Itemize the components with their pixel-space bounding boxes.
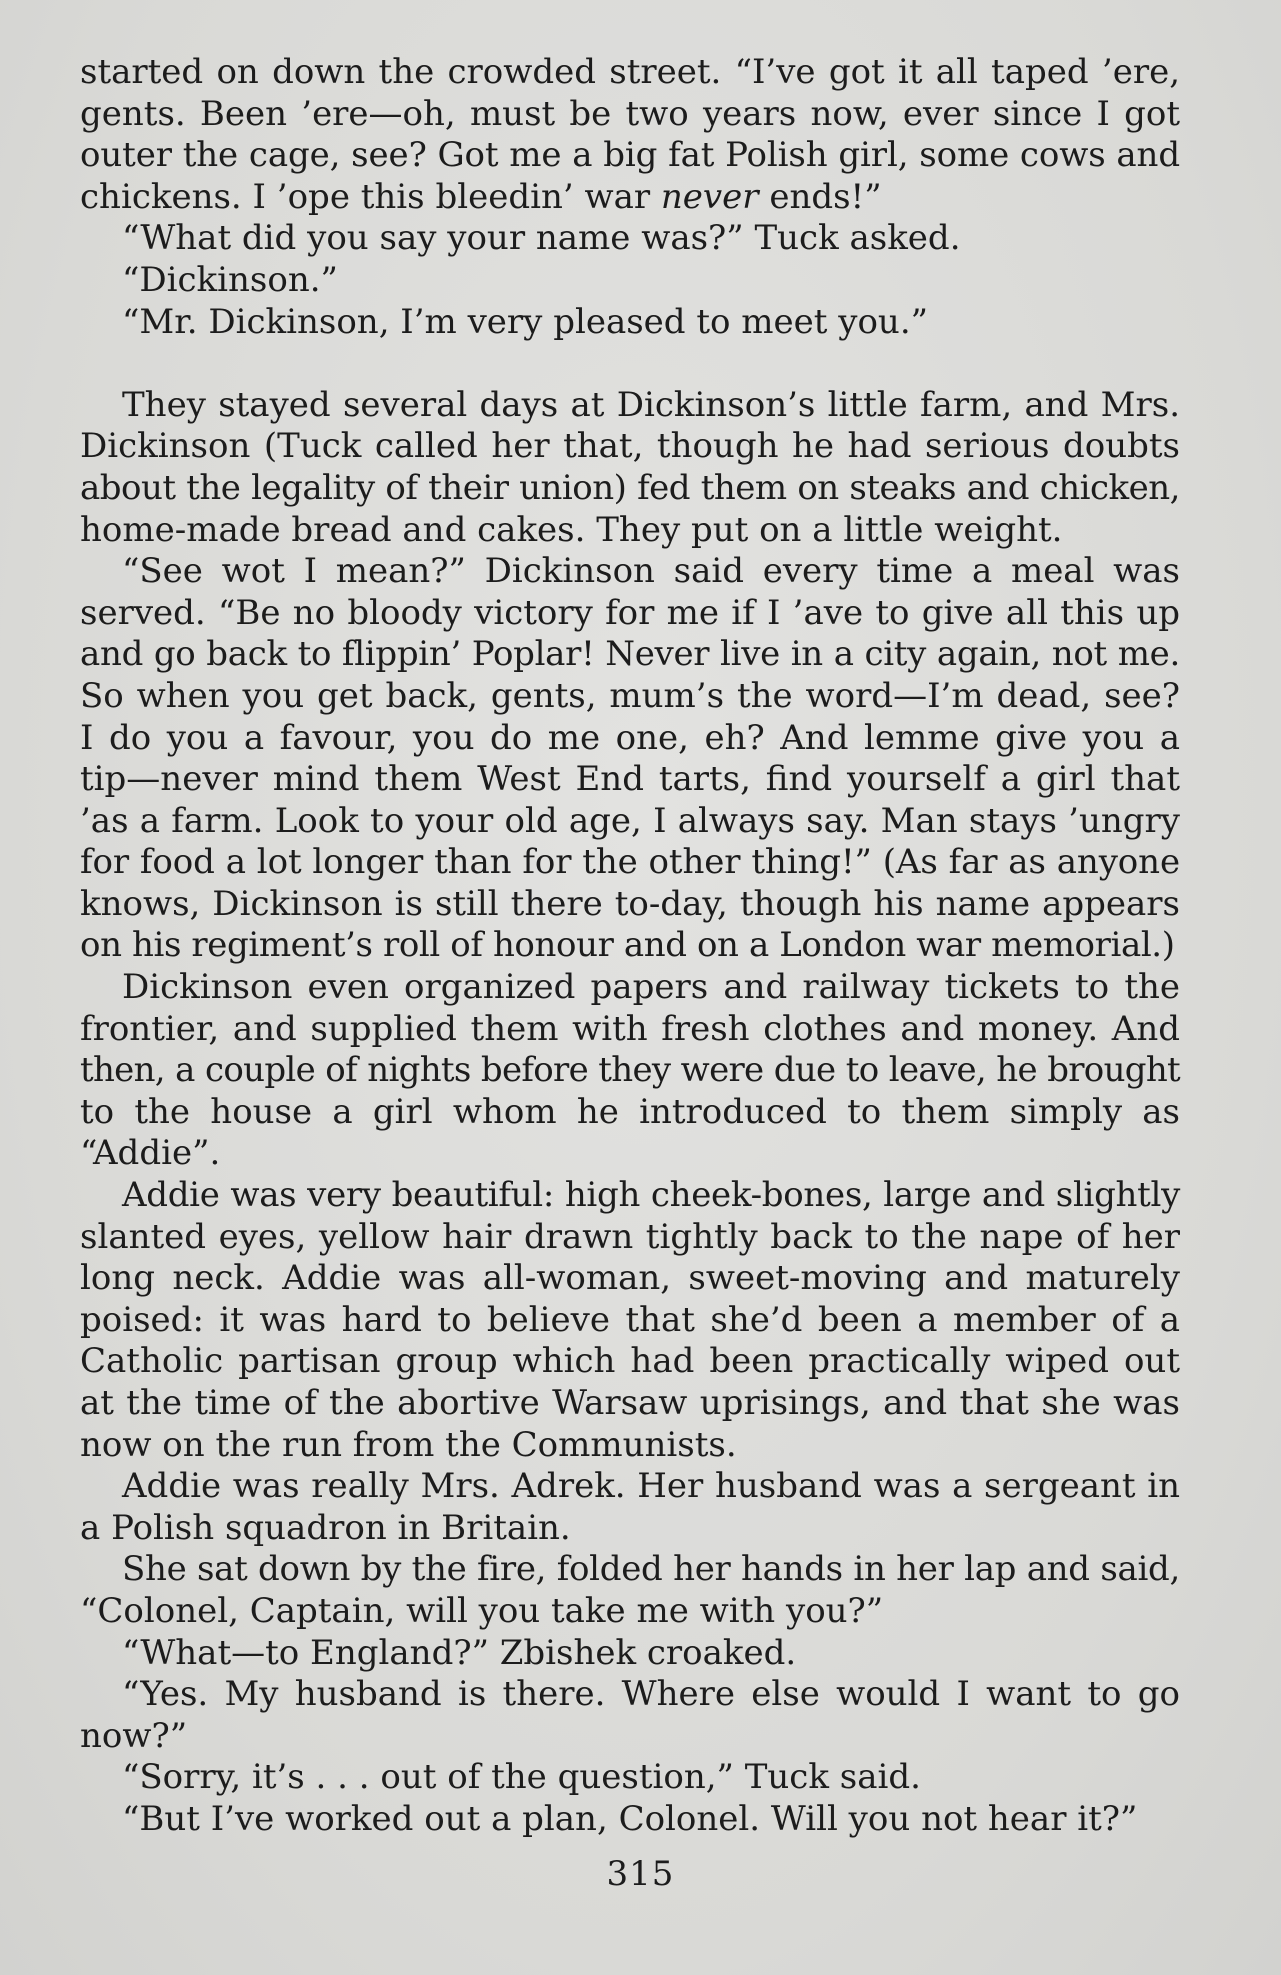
text-line: [80, 1508, 1180, 1550]
text-segment: to the house a girl whom he introduced to them simply as: [80, 1091, 1180, 1132]
text-line: [80, 925, 1180, 967]
text-segment: Dickinson even organized papers and railway tickets to the: [122, 967, 1180, 1008]
text-segment: and go back to flippin’ Poplar! Never live in a city again, not me.: [80, 634, 1180, 675]
text-segment: “Dickinson.”: [122, 259, 338, 300]
text-line: [80, 1133, 1180, 1175]
text-segment: at the time of the abortive Warsaw uprisings, and that she was: [80, 1383, 1180, 1423]
text-segment: home-made bread and cakes. They put on a little weight.: [80, 509, 1063, 550]
text-line: [80, 634, 1180, 676]
text-segment: ’as a farm. Look to your old age, I always say. Man stays ’ungry: [80, 800, 1180, 841]
text-segment: They stayed several days at Dickinson’s little farm, and Mrs.: [122, 384, 1180, 425]
text-line: [80, 676, 1180, 718]
text-line: [80, 967, 1180, 1009]
text-line: [80, 468, 1180, 510]
emphasis-text: never: [660, 176, 759, 217]
text-line: [80, 1425, 1180, 1467]
text-segment: Dickinson (Tuck called her that, though he had serious doubts: [80, 426, 1180, 467]
text-line: [80, 218, 1180, 260]
text-line: [80, 1799, 1180, 1841]
text-line: [80, 260, 1180, 302]
text-segment: now?”: [80, 1715, 188, 1756]
text-segment: outer the cage, see? Got me a big fat Polish girl, some cows and: [80, 135, 1180, 176]
text-segment: “Colonel, Captain, will you take me with you?”: [80, 1590, 884, 1631]
text-segment: I do you a favour, you do me one, eh? And lemme give you a: [80, 717, 1180, 758]
text-line: [80, 1716, 1180, 1758]
text-line: [80, 1050, 1180, 1092]
text-segment: Addie was very beautiful: high cheek-bones, large and slightly: [122, 1175, 1180, 1216]
text-line: [80, 1549, 1180, 1591]
text-segment: started on down the crowded street. “I’ve got it all taped ’ere,: [80, 52, 1180, 92]
text-segment: “Sorry, it’s . . . out of the question,” Tuck said.: [122, 1757, 921, 1798]
text-segment: now on the run from the Communists.: [80, 1424, 737, 1465]
text-segment: then, a couple of nights before they were due to leave, he brought: [80, 1050, 1180, 1091]
text-segment: Catholic partisan group which had been practically wiped out: [80, 1341, 1180, 1382]
text-segment: a Polish squadron in Britain.: [80, 1507, 571, 1548]
text-segment: “Yes. My husband is there. Where else would I want to go: [122, 1674, 1180, 1715]
text-line: [80, 1466, 1180, 1508]
text-segment: “See wot I mean?” Dickinson said every time a meal was: [122, 551, 1180, 592]
text-line: [80, 1591, 1180, 1633]
text-segment: poised: it was hard to believe that she’d been a member of a: [80, 1299, 1180, 1340]
text-segment: “What—to England?” Zbishek croaked.: [122, 1632, 797, 1673]
text-line: [80, 94, 1180, 136]
page-number: 315: [606, 1854, 675, 1894]
text-line: [80, 593, 1180, 635]
text-line: [80, 1674, 1180, 1716]
text-segment: long neck. Addie was all-woman, sweet-moving and maturely: [80, 1258, 1180, 1299]
text-line: [80, 1633, 1180, 1675]
text-line: [80, 1383, 1180, 1425]
body-text: [80, 52, 1180, 1841]
text-segment: ends!”: [758, 176, 882, 217]
text-line: [80, 177, 1180, 219]
text-line: [80, 884, 1180, 926]
text-segment: gents. Been ’ere—oh, must be two years now, ever since I got: [80, 93, 1180, 134]
text-line: [80, 52, 1180, 94]
text-line: [80, 801, 1180, 843]
text-line: [80, 385, 1180, 427]
text-segment: knows, Dickinson is still there to-day, though his name appears: [80, 883, 1180, 924]
text-segment: on his regiment’s roll of honour and on a London war memorial.): [80, 925, 1175, 966]
text-segment: So when you get back, gents, mum’s the word—I’m dead, see?: [80, 675, 1180, 716]
text-segment: slanted eyes, yellow hair drawn tightly back to the nape of her: [80, 1216, 1180, 1257]
text-segment: frontier, and supplied them with fresh clothes and money. And: [80, 1008, 1180, 1049]
text-line: [80, 1258, 1180, 1300]
text-segment: “Mr. Dickinson, I’m very pleased to meet you.”: [122, 301, 929, 342]
text-segment: about the legality of their union) fed them on steaks and chicken,: [80, 467, 1180, 508]
text-segment: Addie was really Mrs. Adrek. Her husband was a sergeant in: [122, 1466, 1180, 1507]
text-segment: for food a lot longer than for the other thing!” (As far as anyone: [80, 842, 1180, 883]
text-segment: She sat down by the fire, folded her hands in her lap and said,: [122, 1549, 1180, 1590]
text-line: [80, 1341, 1180, 1383]
text-line: [80, 842, 1180, 884]
text-line: [80, 1300, 1180, 1342]
text-line: [80, 1757, 1180, 1799]
text-segment: “But I’ve worked out a plan, Colonel. Will you not hear it?”: [122, 1798, 1138, 1839]
text-line: [80, 510, 1180, 552]
text-line: [80, 1092, 1180, 1134]
text-line: [80, 551, 1180, 593]
text-line: [80, 302, 1180, 344]
text-line: [80, 1175, 1180, 1217]
text-line: [80, 1009, 1180, 1051]
text-segment: “Addie”.: [80, 1133, 221, 1174]
text-segment: served. “Be no bloody victory for me if I ’ave to give all this up: [80, 592, 1180, 633]
text-line: [80, 135, 1180, 177]
text-line: [80, 718, 1180, 760]
text-line: [80, 426, 1180, 468]
text-segment: chickens. I ’ope this bleedin’ war: [80, 176, 661, 217]
text-line: [80, 759, 1180, 801]
text-segment: “What did you say your name was?” Tuck asked.: [122, 218, 961, 259]
text-segment: tip—never mind them West End tarts, find yourself a girl that: [80, 759, 1180, 800]
text-line: [80, 1217, 1180, 1259]
